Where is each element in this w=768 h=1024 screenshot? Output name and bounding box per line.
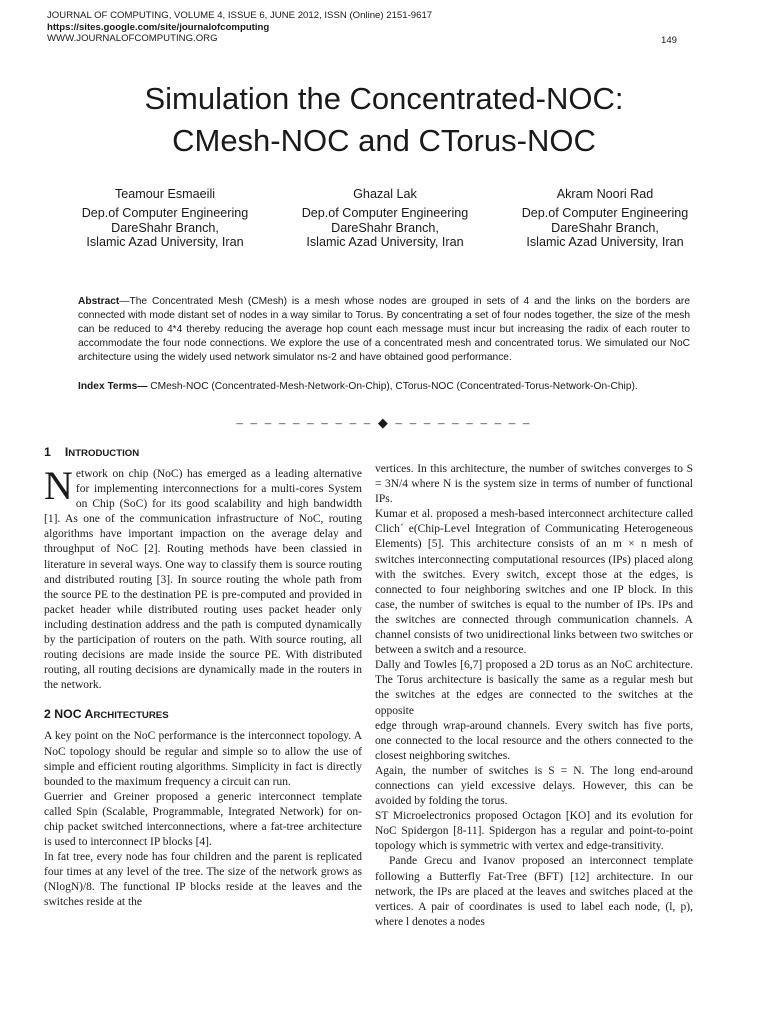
section-number: 2 <box>44 707 51 722</box>
author-branch: DareShahr Branch, <box>111 220 219 235</box>
section-1-heading <box>44 445 362 461</box>
author-university: Islamic Azad University, Iran <box>306 235 464 250</box>
section-divider: – – – – – – – – – – ◆ – – – – – – – – – – <box>236 415 532 430</box>
left-column <box>44 445 362 911</box>
paragraph: Kumar et al. proposed a mesh-based interconnect architecture called Clich´ e(Chip-Level Integration of Communicating Heterogeneous Elements) [5]. This architecture consists of an m × n mesh of switches interconnecting computational resources (IPs) placed along with the switches. Every switch, except those at the edges, is connected to four neighboring switches and one IP block. In this case, the number of switches is equal to the number of IPs. IPs and the switches are connected through communication channels. A channel consists of two unidirectional links between two switches or between a switch and a resource. <box>375 508 693 657</box>
section-2-heading <box>44 707 362 723</box>
author-university: Islamic Azad University, Iran <box>86 235 244 250</box>
author-name: Teamour Esmaeili <box>114 187 216 201</box>
paragraph: Guerrier and Greiner proposed a generic interconnect template called Spin (Scalable, Programmable, Integrated Network) for on-chip packet switched interconnections, where a fat-tree architecture is used to interconnect IP blocks [4]. <box>44 790 362 849</box>
section-title-rest: RCHITECTURES <box>93 710 169 722</box>
author-2 <box>280 187 490 250</box>
title-line-1: Simulation the Concentrated-NOC: <box>144 81 624 116</box>
drop-cap: N <box>44 463 73 508</box>
section-title-rest: NTRODUCTION <box>68 448 140 459</box>
author-3 <box>500 187 710 250</box>
paragraph: edge through wrap-around channels. Every switch has five ports, one connected to the local resource and the others connected to the closest neighboring switches. <box>375 719 693 762</box>
author-university: Islamic Azad University, Iran <box>526 235 684 250</box>
author-name: Akram Noori Rad <box>556 187 654 201</box>
right-column <box>375 462 693 930</box>
index-terms-text: CMesh-NOC (Concentrated-Mesh-Network-On-Chip), CTorus-NOC (Concentrated-Torus-Network-On-Chip). <box>147 381 638 392</box>
author-1 <box>60 187 270 250</box>
intro-text: etwork on chip (NoC) has emerged as a leading alternative for implementing interconnections for a multi-cores System on Chip (SoC) for its good scalability and high bandwidth [1]. As one of the communication infrastructure of NoC, routing algorithms have important impaction on the average delay and throughput of NoC [2]. Routing methods have been classied in literature in several ways. One way to classify them is source routing and distributed routing [3]. In source routing the whole path from the source PE to the destination PE is pre-computed and provided in packet header while distributed routing uses packet header only including destination address and the path is computed dynamically by the participation of routers on the path. With source routing, all routing decisions are made inside the source PE. With distributed routing, all routing decisions are dynamically made in the routers in the network. <box>44 468 362 692</box>
paragraph: vertices. In this architecture, the number of switches converges to S = 3N/4 where N is the system size in terms of number of functional IPs. <box>375 463 693 506</box>
section-number: 1 <box>44 445 51 459</box>
journal-line: JOURNAL OF COMPUTING, VOLUME 4, ISSUE 6, JUNE 2012, ISSN (Online) 2151-9617 <box>47 10 433 21</box>
index-terms <box>78 380 690 394</box>
author-branch: DareShahr Branch, <box>331 220 439 235</box>
paragraph: Again, the number of switches is S = N. The long end-around connections can yield excessive delays. However, this can be avoided by folding the torus. <box>375 764 693 808</box>
paragraph: Dally and Towles [6,7] proposed a 2D torus as an NoC architecture. The Torus architecture is basically the same as a regular mesh but the switches at the edges are connected to the switches at the opposite <box>375 659 693 717</box>
abstract-label: Abstract <box>78 296 120 307</box>
index-terms-label: Index Terms <box>78 381 138 392</box>
author-dept: Dep.of Computer Engineering <box>81 205 249 220</box>
abstract-text: The Concentrated Mesh (CMesh) is a mesh whose nodes are grouped in sets of 4 and the links on the borders are connected with mode distant set of nodes in a way similar to Torus. By concentrating a set of four nodes together, the size of the mesh can be reduced to 4*4 thereby reducing the average hop count each message must incur but increasing the radix of each router to accommodate the four node connections. We explore the use of a concentrated mesh and concentrated torus. We simulated our NoC architecture using the widely used network simulator ns-2 and have obtained good performance. <box>78 296 690 363</box>
journal-url[interactable]: https://sites.google.com/site/journalofcomputing <box>47 21 270 33</box>
paper-title <box>0 78 768 162</box>
abstract <box>78 295 690 365</box>
index-terms-dash: — <box>137 381 148 392</box>
paragraph: In fat tree, every node has four children and the parent is replicated four times at any level of the tree. The size of the network grows as (NlogN)/8. The functional IP blocks reside at the leaves and the switches reside at the <box>44 851 362 909</box>
running-header <box>47 10 677 45</box>
paragraph: ST Microelectronics proposed Octagon [KO] and its evolution for NoC Spidergon [8-11]. Spidergon has a regular and point-to-point topology which is symmetric with vertex and edge-transitivity. <box>375 810 693 853</box>
section-title-initial: I <box>64 445 69 459</box>
author-block <box>60 187 710 250</box>
journal-site[interactable]: WWW.JOURNALOFCOMPUTING.ORG <box>47 33 218 45</box>
abstract-dash: — <box>119 296 130 307</box>
section-title-initial: NOC A <box>54 707 94 722</box>
title-line-2: CMesh-NOC and CTorus-NOC <box>172 123 596 158</box>
author-branch: DareShahr Branch, <box>551 220 659 235</box>
author-name: Ghazal Lak <box>353 187 417 201</box>
page-number: 149 <box>660 35 677 46</box>
intro-paragraph <box>44 463 362 693</box>
paragraph: Pande Grecu and Ivanov proposed an interconnect template following a Butterfly Fat-Tree (BFT) [12] architecture. In our network, the IPs are placed at the leaves and switches placed at the vertices. A pair of coordinates is used to label each node, (l, p), where l denotes a nodes <box>375 855 693 928</box>
paragraph: A key point on the NoC performance is the interconnect topology. A NoC topology should be regular and simple so to allow the use of simple and efficient routing algorithms. Simplicity in fact is directly bounded to the maximum frequency a circuit can run. <box>44 730 362 788</box>
author-dept: Dep.of Computer Engineering <box>521 205 689 220</box>
author-dept: Dep.of Computer Engineering <box>301 205 469 220</box>
